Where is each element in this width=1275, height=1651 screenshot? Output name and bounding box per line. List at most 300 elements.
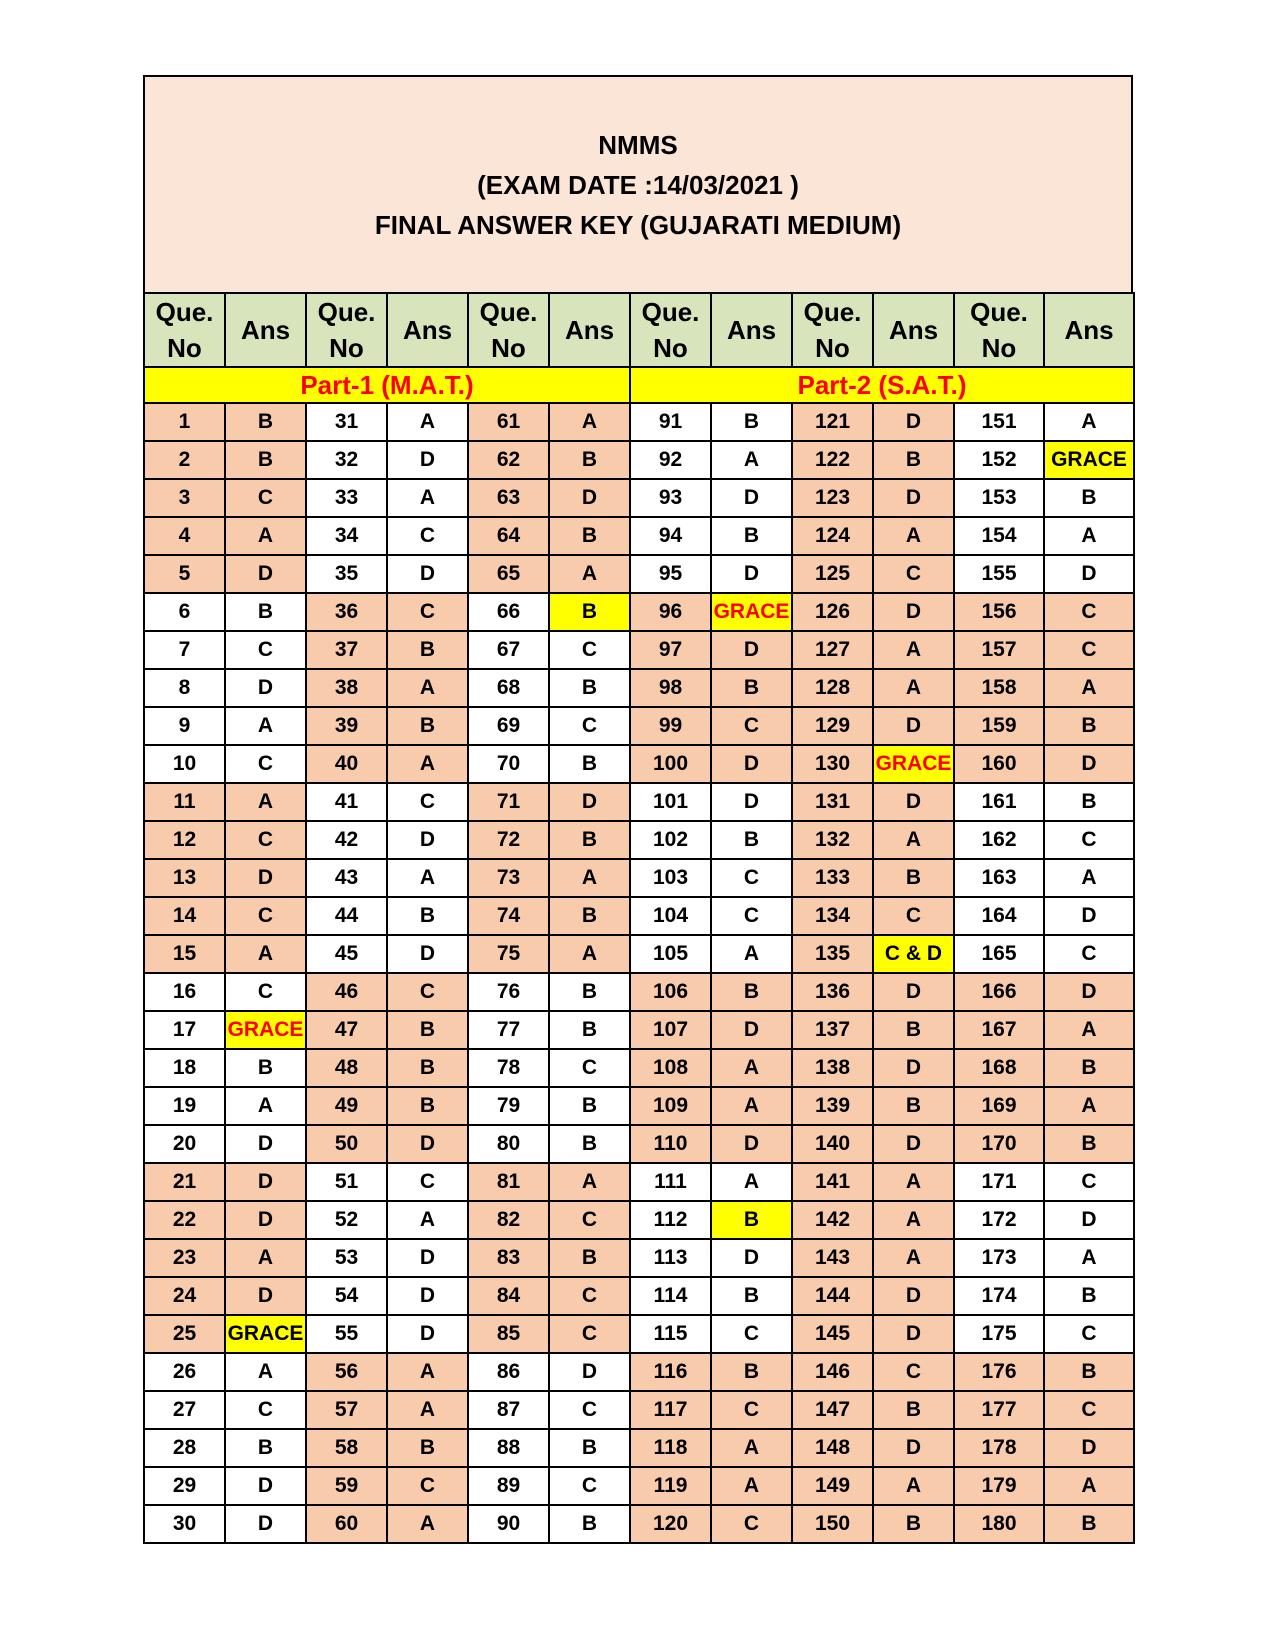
que-header-line1: Que.	[641, 297, 700, 327]
answer-value: D	[225, 555, 306, 593]
question-number: 44	[306, 897, 387, 935]
question-number: 56	[306, 1353, 387, 1391]
answer-value: D	[873, 783, 954, 821]
question-number: 88	[468, 1429, 549, 1467]
question-number: 25	[144, 1315, 225, 1353]
question-number: 125	[792, 555, 873, 593]
answer-value: B	[711, 1353, 792, 1391]
question-number: 28	[144, 1429, 225, 1467]
question-number: 7	[144, 631, 225, 669]
que-header-line1: Que.	[803, 297, 862, 327]
question-number: 70	[468, 745, 549, 783]
answer-value: B	[873, 441, 954, 479]
question-number: 89	[468, 1467, 549, 1505]
question-number: 26	[144, 1353, 225, 1391]
que-header-line2: No	[167, 333, 202, 363]
question-number: 83	[468, 1239, 549, 1277]
answer-value: A	[387, 479, 468, 517]
table-row	[144, 859, 1134, 897]
question-number: 74	[468, 897, 549, 935]
question-number: 135	[792, 935, 873, 973]
answer-value: C	[549, 631, 630, 669]
question-number: 92	[630, 441, 711, 479]
answer-value: B	[549, 517, 630, 555]
answer-value: D	[873, 1315, 954, 1353]
question-number: 33	[306, 479, 387, 517]
question-number: 171	[954, 1163, 1044, 1201]
question-number: 30	[144, 1505, 225, 1543]
answer-value: A	[387, 403, 468, 441]
answer-value: A	[873, 1239, 954, 1277]
answer-value: B	[549, 1125, 630, 1163]
exam-date: (EXAM DATE :14/03/2021 )	[477, 169, 799, 200]
answer-value: A	[549, 1163, 630, 1201]
answer-value: C	[387, 973, 468, 1011]
table-row	[144, 403, 1134, 441]
question-number: 87	[468, 1391, 549, 1429]
table-row	[144, 517, 1134, 555]
answer-value: C	[1044, 1391, 1134, 1429]
question-number: 167	[954, 1011, 1044, 1049]
question-number: 110	[630, 1125, 711, 1163]
answer-value: A	[873, 669, 954, 707]
question-number: 12	[144, 821, 225, 859]
question-number: 170	[954, 1125, 1044, 1163]
answer-value: A	[1044, 517, 1134, 555]
answer-value: B	[711, 669, 792, 707]
question-number: 158	[954, 669, 1044, 707]
question-number: 55	[306, 1315, 387, 1353]
answer-value: C	[711, 1391, 792, 1429]
answer-value: C	[549, 1391, 630, 1429]
answer-value: B	[873, 859, 954, 897]
question-number: 143	[792, 1239, 873, 1277]
answer-value: D	[711, 1125, 792, 1163]
answer-value: A	[1044, 1011, 1134, 1049]
answer-value: C	[549, 1277, 630, 1315]
answer-value: D	[711, 555, 792, 593]
answer-key-sheet	[143, 75, 1133, 1544]
table-row	[144, 1201, 1134, 1239]
answer-value: A	[387, 745, 468, 783]
question-number: 165	[954, 935, 1044, 973]
question-number: 154	[954, 517, 1044, 555]
question-number: 179	[954, 1467, 1044, 1505]
question-number: 137	[792, 1011, 873, 1049]
question-number: 142	[792, 1201, 873, 1239]
question-number: 111	[630, 1163, 711, 1201]
answer-value: C	[225, 631, 306, 669]
answer-value: B	[549, 441, 630, 479]
question-number: 93	[630, 479, 711, 517]
answer-value: C	[1044, 631, 1134, 669]
exam-name: NMMS	[598, 129, 678, 160]
answer-value: A	[225, 783, 306, 821]
question-number: 178	[954, 1429, 1044, 1467]
question-number: 66	[468, 593, 549, 631]
ans-header: Ans	[711, 293, 792, 367]
part-2-label: Part-2 (S.A.T.)	[630, 367, 1134, 403]
table-row	[144, 1087, 1134, 1125]
question-number: 19	[144, 1087, 225, 1125]
answer-value: D	[225, 669, 306, 707]
question-number: 98	[630, 669, 711, 707]
question-number: 126	[792, 593, 873, 631]
question-number: 61	[468, 403, 549, 441]
question-number: 10	[144, 745, 225, 783]
table-row	[144, 707, 1134, 745]
answer-value: A	[711, 935, 792, 973]
question-number: 22	[144, 1201, 225, 1239]
que-header-line1: Que.	[317, 297, 376, 327]
answer-value: D	[225, 1163, 306, 1201]
answer-value: D	[1044, 1429, 1134, 1467]
answer-value: D	[873, 707, 954, 745]
table-row	[144, 1011, 1134, 1049]
answer-value: C	[711, 1315, 792, 1353]
answer-value: C	[225, 1391, 306, 1429]
answer-value: A	[387, 669, 468, 707]
answer-value: B	[1044, 1125, 1134, 1163]
table-row	[144, 1315, 1134, 1353]
answer-value: B	[1044, 1049, 1134, 1087]
answer-value: B	[1044, 783, 1134, 821]
answer-value: D	[387, 935, 468, 973]
answer-value: B	[873, 1391, 954, 1429]
question-number: 40	[306, 745, 387, 783]
answer-value: B	[387, 707, 468, 745]
question-number: 76	[468, 973, 549, 1011]
que-no-header	[468, 293, 549, 367]
answer-value: A	[873, 1201, 954, 1239]
answer-value: B	[711, 403, 792, 441]
answer-key-title: FINAL ANSWER KEY (GUJARATI MEDIUM)	[374, 209, 902, 240]
question-number: 96	[630, 593, 711, 631]
question-number: 77	[468, 1011, 549, 1049]
question-number: 63	[468, 479, 549, 517]
answer-value: C	[387, 593, 468, 631]
question-number: 169	[954, 1087, 1044, 1125]
question-number: 6	[144, 593, 225, 631]
ans-header: Ans	[1044, 293, 1134, 367]
answer-value: B	[387, 631, 468, 669]
question-number: 140	[792, 1125, 873, 1163]
answer-value: GRACE	[225, 1011, 306, 1049]
table-row	[144, 897, 1134, 935]
question-number: 133	[792, 859, 873, 897]
table-row	[144, 479, 1134, 517]
question-number: 86	[468, 1353, 549, 1391]
question-number: 18	[144, 1049, 225, 1087]
que-header-line2: No	[815, 333, 850, 363]
question-number: 134	[792, 897, 873, 935]
answer-value: B	[873, 1011, 954, 1049]
question-number: 27	[144, 1391, 225, 1429]
answer-value: C	[1044, 821, 1134, 859]
answer-value: C	[1044, 1315, 1134, 1353]
answer-value: C	[1044, 935, 1134, 973]
question-number: 47	[306, 1011, 387, 1049]
answer-value: B	[549, 669, 630, 707]
question-number: 168	[954, 1049, 1044, 1087]
answer-value: D	[711, 1011, 792, 1049]
question-number: 128	[792, 669, 873, 707]
answer-value: D	[711, 631, 792, 669]
que-header-line1: Que.	[970, 297, 1028, 327]
question-number: 34	[306, 517, 387, 555]
question-number: 82	[468, 1201, 549, 1239]
question-number: 138	[792, 1049, 873, 1087]
que-no-header	[144, 293, 225, 367]
answer-value: C	[225, 897, 306, 935]
question-number: 115	[630, 1315, 711, 1353]
question-number: 116	[630, 1353, 711, 1391]
answer-value: A	[549, 403, 630, 441]
question-number: 122	[792, 441, 873, 479]
answer-value: B	[387, 1049, 468, 1087]
ans-header: Ans	[873, 293, 954, 367]
answer-value: D	[873, 1277, 954, 1315]
answer-value: B	[549, 1011, 630, 1049]
answer-value: D	[1044, 1201, 1134, 1239]
answer-value: D	[387, 1239, 468, 1277]
answer-value: C & D	[873, 935, 954, 973]
answer-value: D	[225, 1467, 306, 1505]
question-number: 72	[468, 821, 549, 859]
answer-value: C	[225, 973, 306, 1011]
table-row	[144, 1353, 1134, 1391]
question-number: 132	[792, 821, 873, 859]
table-row	[144, 1391, 1134, 1429]
question-number: 121	[792, 403, 873, 441]
table-row	[144, 1429, 1134, 1467]
question-number: 127	[792, 631, 873, 669]
question-number: 46	[306, 973, 387, 1011]
answer-value: B	[225, 1429, 306, 1467]
answer-value: B	[225, 403, 306, 441]
question-number: 15	[144, 935, 225, 973]
answer-value: B	[387, 1429, 468, 1467]
question-number: 36	[306, 593, 387, 631]
question-number: 139	[792, 1087, 873, 1125]
question-number: 174	[954, 1277, 1044, 1315]
question-number: 104	[630, 897, 711, 935]
question-number: 159	[954, 707, 1044, 745]
answer-value: A	[387, 1201, 468, 1239]
question-number: 78	[468, 1049, 549, 1087]
answer-value: A	[387, 1505, 468, 1543]
answer-value: C	[549, 707, 630, 745]
answer-rows	[144, 403, 1134, 1543]
answer-value: B	[1044, 1505, 1134, 1543]
question-number: 105	[630, 935, 711, 973]
que-no-header	[792, 293, 873, 367]
question-number: 16	[144, 973, 225, 1011]
answer-value: D	[873, 593, 954, 631]
question-number: 42	[306, 821, 387, 859]
answer-value: B	[549, 1239, 630, 1277]
question-number: 106	[630, 973, 711, 1011]
question-number: 38	[306, 669, 387, 707]
question-number: 145	[792, 1315, 873, 1353]
table-row	[144, 821, 1134, 859]
question-number: 163	[954, 859, 1044, 897]
answer-value: B	[549, 973, 630, 1011]
question-number: 123	[792, 479, 873, 517]
answer-value: D	[225, 1201, 306, 1239]
answer-value: B	[549, 897, 630, 935]
question-number: 51	[306, 1163, 387, 1201]
question-number: 49	[306, 1087, 387, 1125]
answer-value: C	[1044, 1163, 1134, 1201]
question-number: 141	[792, 1163, 873, 1201]
answer-value: B	[1044, 707, 1134, 745]
question-number: 79	[468, 1087, 549, 1125]
answer-value: A	[387, 1391, 468, 1429]
question-number: 107	[630, 1011, 711, 1049]
answer-value: D	[387, 555, 468, 593]
question-number: 13	[144, 859, 225, 897]
answer-value: A	[711, 441, 792, 479]
question-number: 147	[792, 1391, 873, 1429]
answer-value: C	[387, 517, 468, 555]
question-number: 29	[144, 1467, 225, 1505]
answer-value: A	[873, 1163, 954, 1201]
answer-value: GRACE	[873, 745, 954, 783]
answer-value: C	[873, 897, 954, 935]
question-number: 54	[306, 1277, 387, 1315]
answer-value: D	[1044, 897, 1134, 935]
question-number: 117	[630, 1391, 711, 1429]
question-number: 94	[630, 517, 711, 555]
question-number: 90	[468, 1505, 549, 1543]
question-number: 48	[306, 1049, 387, 1087]
answer-value: B	[711, 1277, 792, 1315]
answer-value: B	[711, 973, 792, 1011]
question-number: 32	[306, 441, 387, 479]
question-number: 119	[630, 1467, 711, 1505]
question-number: 80	[468, 1125, 549, 1163]
table-row	[144, 441, 1134, 479]
table-row	[144, 745, 1134, 783]
question-number: 152	[954, 441, 1044, 479]
answer-value: D	[711, 783, 792, 821]
question-number: 23	[144, 1239, 225, 1277]
answer-value: A	[387, 1353, 468, 1391]
answer-value: D	[873, 1049, 954, 1087]
question-number: 157	[954, 631, 1044, 669]
question-number: 3	[144, 479, 225, 517]
question-number: 24	[144, 1277, 225, 1315]
table-row	[144, 1163, 1134, 1201]
ans-header: Ans	[387, 293, 468, 367]
question-number: 17	[144, 1011, 225, 1049]
que-header-line1: Que.	[155, 297, 214, 327]
answer-value: A	[225, 1353, 306, 1391]
question-number: 1	[144, 403, 225, 441]
answer-value: C	[225, 745, 306, 783]
table-row	[144, 1239, 1134, 1277]
answer-value: D	[387, 441, 468, 479]
answer-value: D	[387, 1125, 468, 1163]
question-number: 14	[144, 897, 225, 935]
question-number: 41	[306, 783, 387, 821]
question-number: 175	[954, 1315, 1044, 1353]
table-row	[144, 935, 1134, 973]
answer-value: C	[711, 897, 792, 935]
que-header-line2: No	[981, 333, 1017, 363]
question-number: 4	[144, 517, 225, 555]
answer-value: C	[711, 1505, 792, 1543]
answer-value: A	[711, 1467, 792, 1505]
table-row	[144, 1125, 1134, 1163]
answer-value: A	[873, 631, 954, 669]
answer-value: B	[873, 1505, 954, 1543]
question-number: 69	[468, 707, 549, 745]
answer-value: A	[225, 1239, 306, 1277]
answer-value: A	[549, 859, 630, 897]
answer-value: D	[873, 403, 954, 441]
question-number: 114	[630, 1277, 711, 1315]
answer-value: C	[873, 1353, 954, 1391]
answer-value: A	[225, 1087, 306, 1125]
question-number: 57	[306, 1391, 387, 1429]
answer-value: D	[1044, 745, 1134, 783]
question-number: 176	[954, 1353, 1044, 1391]
question-number: 162	[954, 821, 1044, 859]
answer-value: D	[1044, 555, 1134, 593]
question-number: 113	[630, 1239, 711, 1277]
answer-value: C	[711, 707, 792, 745]
answer-value: D	[873, 479, 954, 517]
answer-value: C	[225, 821, 306, 859]
answer-value: A	[549, 935, 630, 973]
question-number: 95	[630, 555, 711, 593]
answer-value: A	[1044, 1467, 1134, 1505]
answer-value: B	[387, 1087, 468, 1125]
answer-value: B	[549, 821, 630, 859]
question-number: 130	[792, 745, 873, 783]
answer-value: D	[549, 479, 630, 517]
answer-value: C	[549, 1049, 630, 1087]
table-row	[144, 593, 1134, 631]
answer-value: D	[549, 1353, 630, 1391]
answer-value: D	[873, 973, 954, 1011]
answer-value: D	[1044, 973, 1134, 1011]
question-number: 35	[306, 555, 387, 593]
question-number: 103	[630, 859, 711, 897]
answer-value: C	[387, 1467, 468, 1505]
answer-value: C	[549, 1201, 630, 1239]
question-number: 136	[792, 973, 873, 1011]
answer-value: GRACE	[1044, 441, 1134, 479]
question-number: 129	[792, 707, 873, 745]
question-number: 102	[630, 821, 711, 859]
question-number: 11	[144, 783, 225, 821]
que-header-line1: Que.	[479, 297, 538, 327]
answer-value: B	[711, 517, 792, 555]
column-header-row	[144, 293, 1134, 367]
question-number: 75	[468, 935, 549, 973]
answer-value: C	[225, 479, 306, 517]
question-number: 148	[792, 1429, 873, 1467]
question-number: 155	[954, 555, 1044, 593]
question-number: 160	[954, 745, 1044, 783]
question-number: 166	[954, 973, 1044, 1011]
answer-value: B	[387, 897, 468, 935]
answer-key-table	[143, 292, 1135, 1544]
answer-value: D	[225, 1505, 306, 1543]
